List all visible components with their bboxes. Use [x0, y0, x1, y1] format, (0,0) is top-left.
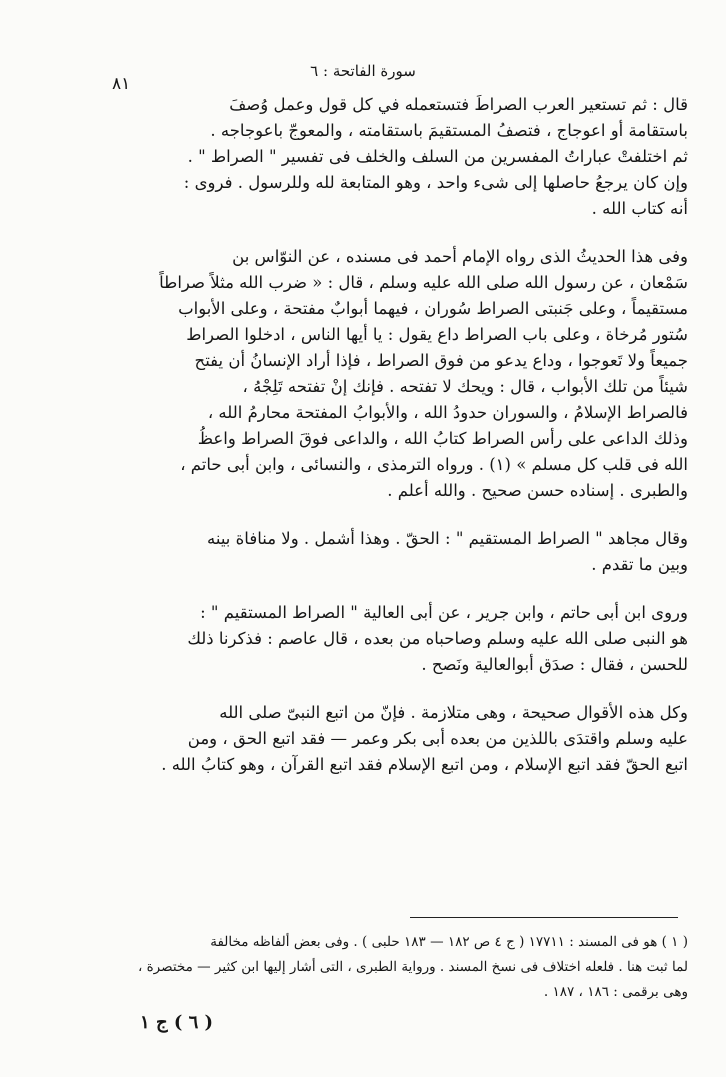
text-line: والطبرى . إسناده حسن صحيح . والله أعلم . [387, 481, 688, 500]
text-line: الله فى قلب كل مسلم » (١) . ورواه الترمذى ، والنسائى ، وابن أبى حاتم ، [180, 455, 688, 474]
text-line: قال : ثم تستعير العرب الصراطَ فتستعمله في كل قول وعمل وُصفَ [229, 95, 688, 114]
main-text [106, 92, 688, 778]
text-line: هو النبى صلى الله عليه وسلم وصاحباه من بعده ، قال عاصم : فذكرنا ذلك [187, 629, 688, 648]
paragraph [106, 700, 688, 778]
text-line: وفى هذا الحديثُ الذى رواه الإمام أحمد فى مسنده ، عن النوّاس بن [232, 247, 688, 266]
paragraph [106, 600, 688, 678]
paragraph [106, 526, 688, 578]
text-line: سَمْعان ، عن رسول الله صلى الله عليه وسلم ، قال : « ضرب الله مثلاً صراطاً [159, 273, 688, 292]
footnote-line: ( ١ ) هو فى المسند : ١٧٧١١ ( ج ٤ ص ١٨٢ — ١٨٣ حلبى ) . وفى بعض ألفاظه مخالفة [210, 934, 688, 950]
text-line: وكل هذه الأقوال صحيحة ، وهى متلازمة . فإنّ من اتبع النبىّ صلى الله [219, 703, 688, 722]
text-line: اتبع الحقّ فقد اتبع الإسلام ، ومن اتبع الإسلام فقد اتبع القرآن ، وهو كتابُ الله . [161, 755, 688, 774]
text-line: وقال مجاهد " الصراط المستقيم " : الحقّ . وهذا أشمل . ولا منافاة بينه [207, 529, 688, 548]
paragraph [106, 244, 688, 504]
footnote-line: وهى برقمى : ١٨٦ ، ١٨٧ . [543, 984, 688, 1000]
footnote-divider [410, 917, 678, 918]
text-line: وذلك الداعى على رأس الصراط كتابُ الله ، والداعى فوقَ الصراط واعظُ [197, 429, 688, 448]
footnote-line: لما ثبت هنا . فلعله اختلاف فى نسخ المسند . ورواية الطبرى ، التى أشار إليها ابن كثير — مختصرة ، [137, 959, 688, 975]
paragraph [106, 144, 688, 222]
text-line: أنه كتاب الله . [591, 199, 688, 218]
text-line: باستقامة أو اعوجاج ، فتصفُ المستقيمَ باستقامته ، والمعوجّ باعوجاجه . [210, 121, 688, 140]
page-number: ٨١ [112, 74, 131, 94]
text-line: عليه وسلم واقتدَى باللذين من بعده أبى بكر وعمر — فقد اتبع الحق ، ومن [187, 729, 688, 748]
running-title: سورة الفاتحة : ٦ [310, 62, 416, 80]
text-line: وروى ابن أبى حاتم ، وابن جرير ، عن أبى العالية " الصراط المستقيم " : [200, 603, 688, 622]
text-line: فالصراط الإسلامُ ، والسوران حدودُ الله ، والأبوابُ المفتحة محارمُ الله ، [207, 403, 688, 422]
text-line: سُتور مُرخاة ، وعلى باب الصراط داع يقول : يا أيها الناس ، ادخلوا الصراط [186, 325, 688, 344]
text-line: شيئاً من تلك الأبواب ، قال : ويحك لا تفتحه . فإنك إنْ تفتحه تَلِجْهُ ، [242, 377, 688, 396]
text-line: للحسن ، فقال : صدَق أبوالعالية ونَصح . [421, 655, 688, 674]
paragraph [106, 92, 688, 144]
text-line: وبين ما تقدم . [591, 555, 688, 574]
printer-signature: ( ٦ ) ج ١ [140, 1012, 214, 1033]
text-line: جميعاً ولا تَعوجوا ، وداع يدعو من فوق الصراط ، فإذا أراد الإنسانُ أن يفتح [194, 351, 688, 370]
footnotes [106, 930, 688, 1005]
text-line: ثم اختلفتْ عباراتُ المفسرين من السلف والخلف فى تفسير " الصراط " . [187, 147, 688, 166]
text-line: وإن كان يرجعُ حاصلها إلى شىء واحد ، وهو المتابعة لله وللرسول . فروى : [183, 173, 688, 192]
text-line: مستقيماً ، وعلى جَنبتى الصراط سُوران ، فيهما أبوابٌ مفتحة ، وعلى الأبواب [178, 299, 688, 318]
